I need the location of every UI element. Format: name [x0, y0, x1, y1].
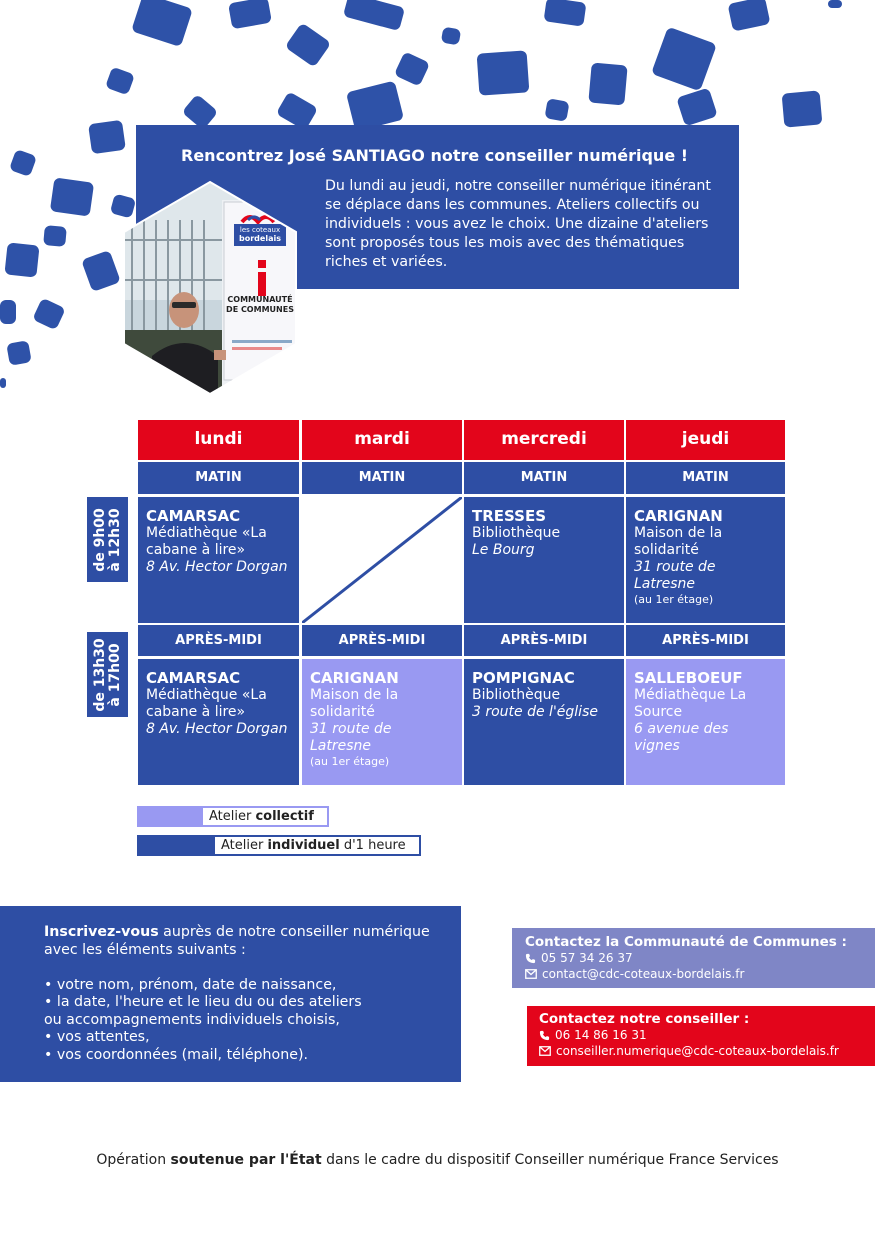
slot-venue: Bibliothèque	[472, 687, 561, 703]
slot-venue: Médiathèque «La cabane à lire»	[146, 687, 267, 720]
photo-sign-line2: DE COMMUNES	[226, 305, 294, 314]
decor-square	[343, 0, 405, 31]
inscription-line2: avec les éléments suivants :	[44, 941, 246, 958]
decor-square	[0, 378, 6, 388]
period-afternoon-label: APRÈS-MIDI	[138, 625, 299, 656]
slot-mercredi-matin	[464, 497, 624, 623]
morning-time-tab	[87, 497, 128, 582]
slot-address: 3 route de l'église	[472, 704, 598, 720]
decor-square	[285, 22, 332, 67]
day-header-mardi: mardi	[302, 420, 462, 460]
inscription-item: • vos coordonnées (mail, téléphone).	[44, 1046, 308, 1063]
slot-address: Le Bourg	[472, 542, 535, 558]
slot-venue: Médiathèque La Source	[634, 687, 747, 720]
decor-square	[9, 149, 37, 177]
inscription-item: • vos attentes,	[44, 1029, 150, 1045]
decor-square	[346, 81, 404, 132]
period-morning-label: MATIN	[626, 462, 785, 494]
decor-square	[728, 0, 771, 32]
afternoon-time-line2: à 17h00	[106, 642, 123, 707]
photo-logo-line2: bordelais	[239, 234, 281, 243]
decor-square	[544, 98, 569, 122]
phone-icon	[539, 1030, 550, 1041]
slot-note: (au 1er étage)	[634, 593, 714, 606]
slot-address: 31 route de Latresne	[310, 721, 392, 754]
slot-mardi-apres-midi	[302, 659, 462, 785]
decor-square	[782, 90, 823, 127]
slot-address: 31 route de Latresne	[634, 559, 716, 592]
contact-ccc-phone[interactable]: 05 57 34 26 37	[541, 951, 633, 965]
decor-square	[676, 87, 718, 126]
decor-square	[32, 298, 66, 331]
day-header-jeudi: jeudi	[626, 420, 785, 460]
slot-jeudi-apres-midi	[626, 659, 785, 785]
legend-collectif	[137, 806, 329, 827]
decor-square	[105, 67, 135, 96]
legend-swatch-individuel	[139, 837, 215, 854]
contact-conseiller-email[interactable]: conseiller.numerique@cdc-coteaux-bordelais.fr	[556, 1044, 839, 1058]
legend-swatch-collectif	[139, 808, 203, 825]
intro-title: Rencontrez José SANTIAGO notre conseiller numérique !	[181, 146, 689, 165]
slot-lundi-apres-midi	[138, 659, 299, 785]
slot-mercredi-apres-midi	[464, 659, 624, 785]
period-afternoon-label: APRÈS-MIDI	[302, 625, 462, 656]
slot-place: CARIGNAN	[310, 669, 399, 687]
decor-square	[828, 0, 842, 8]
photo-logo-line1: les coteaux	[239, 226, 281, 234]
morning-time-line2: à 12h30	[106, 507, 123, 572]
inscription-line1: Inscrivez-vous auprès de notre conseiller numérique	[44, 924, 430, 940]
period-afternoon-label: APRÈS-MIDI	[464, 625, 624, 656]
decor-square	[477, 50, 530, 95]
slot-place: POMPIGNAC	[472, 669, 575, 687]
day-header-lundi: lundi	[138, 420, 299, 460]
decor-square	[4, 242, 39, 277]
period-afternoon-label: APRÈS-MIDI	[626, 625, 785, 656]
contact-ccc-email-row[interactable]	[525, 966, 875, 982]
decor-square	[6, 340, 31, 365]
slot-place: SALLEBOEUF	[634, 669, 743, 687]
slot-place: CAMARSAC	[146, 669, 241, 687]
day-header-mercredi: mercredi	[464, 420, 624, 460]
decor-square	[651, 27, 717, 92]
contact-conseiller-email-row[interactable]	[539, 1043, 875, 1059]
decor-square	[394, 51, 430, 86]
slot-venue: Maison de la solidarité	[310, 687, 399, 720]
mail-icon	[525, 969, 537, 979]
decor-square	[441, 27, 462, 46]
footer-note: Opération soutenue par l'État dans le cadre du dispositif Conseiller numérique France Services	[96, 1152, 779, 1168]
slot-mardi-matin-empty	[302, 497, 462, 623]
slot-place: CAMARSAC	[146, 507, 241, 525]
afternoon-time-tab	[87, 632, 128, 717]
contact-ccc-panel	[512, 928, 875, 988]
contact-ccc-phone-row[interactable]	[525, 950, 875, 966]
contact-conseiller-title: Contactez notre conseiller :	[539, 1011, 750, 1027]
decor-square	[43, 225, 67, 247]
inscription-item: ou accompagnements individuels choisis,	[44, 1011, 340, 1028]
decor-square	[81, 250, 121, 292]
slot-address: 6 avenue des vignes	[634, 721, 729, 754]
contact-ccc-title: Contactez la Communauté de Communes :	[525, 934, 847, 950]
decor-square	[131, 0, 193, 47]
slot-lundi-matin	[138, 497, 299, 623]
contact-conseiller-phone[interactable]: 06 14 86 16 31	[555, 1028, 647, 1042]
period-morning-label: MATIN	[302, 462, 462, 494]
contact-ccc-email[interactable]: contact@cdc-coteaux-bordelais.fr	[542, 967, 745, 981]
slot-jeudi-matin	[626, 497, 785, 623]
inscription-item: • la date, l'heure et le lieu du ou des ateliers	[44, 994, 362, 1010]
legend-individuel	[137, 835, 421, 856]
diagonal-line	[302, 497, 462, 623]
advisor-photo	[122, 180, 298, 396]
slot-note: (au 1er étage)	[310, 755, 390, 768]
slot-address: 8 Av. Hector Dorgan	[146, 559, 288, 575]
phone-icon	[525, 953, 536, 964]
slot-place: TRESSES	[472, 507, 547, 525]
decor-square	[50, 177, 94, 216]
decor-square	[544, 0, 587, 27]
inscription-panel	[0, 906, 461, 1082]
period-morning-label: MATIN	[464, 462, 624, 494]
decor-square	[0, 300, 16, 324]
decor-square	[88, 120, 126, 154]
contact-conseiller-phone-row[interactable]	[539, 1027, 875, 1043]
legend-label-individuel: Atelier individuel d'1 heure	[221, 838, 406, 853]
inscription-item: • votre nom, prénom, date de naissance,	[44, 976, 337, 993]
slot-venue: Maison de la solidarité	[634, 525, 723, 558]
legend-label-collectif: Atelier collectif	[209, 809, 314, 824]
slot-place: CARIGNAN	[634, 507, 723, 525]
photo-sign-line1: COMMUNAUTÉ	[227, 295, 293, 304]
contact-conseiller-panel	[527, 1006, 875, 1066]
slot-venue: Bibliothèque	[472, 525, 561, 541]
mail-icon	[539, 1046, 551, 1056]
slot-address: 8 Av. Hector Dorgan	[146, 721, 288, 737]
slot-venue: Médiathèque «La cabane à lire»	[146, 525, 267, 558]
afternoon-time-line1: de 13h30	[91, 637, 108, 712]
intro-text: Du lundi au jeudi, notre conseiller numérique itinérant se déplace dans les communes. Ateliers collectifs ou individuels : vous avez le choix. Une dizaine d'ateliers sont proposés tous les mois avec des thématiques riches et variées.	[325, 178, 711, 270]
decor-square	[588, 63, 627, 106]
decor-square	[228, 0, 272, 29]
period-morning-label: MATIN	[138, 462, 299, 494]
morning-time-line1: de 9h00	[91, 507, 108, 572]
